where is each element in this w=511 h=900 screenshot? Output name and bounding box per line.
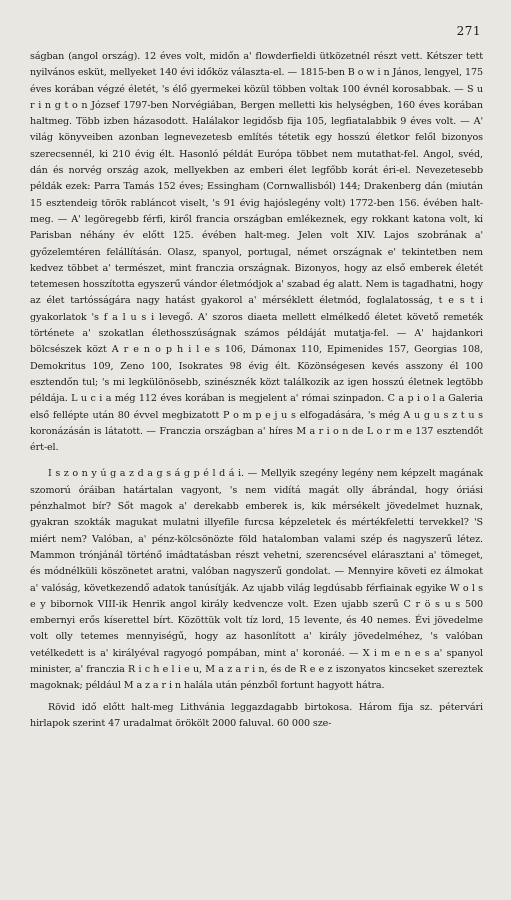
paragraph-lithuania: Rövid idő előtt halt-meg Lithvánia leggazdagabb birtokosa. Három fija sz. pétervári hirlapok szerint 47 uradalmat örökölt 2000 faluval. 60 000 sze- [30,701,483,729]
page-number: 271 [456,24,481,38]
paragraph-wealth: I s z o n y ú g a z d a g s á g p é l d á i. — Mellyik szegény legény nem képzelt magának szomorú óráiban határtalan vagyont, 's nem vidítá magát olly ábrándal, hogy óriási pénzhalmot bír? Sőt magok a' derekabb emberek is, kik mérsékelt jövedelmet huznak, gyakran szokták magukat mulatni illyefile furcsa képzeletek és mértékfeletti tervekkel? 'S miért nem? Valóban, a' pénz-kölcsönözte föld hatalomban valami szép és nagyszerű létez. Mammon trónjánál történő imádtatásban részt vehetni, szerencsével elárasztani a' tömeget, és módnélküli köszönetet aratni, valóban nagyszerű gondolat. — Mennyire követi ez álmokat a' valóság, következendő adatok tanúsítják. Az ujabb világ legdúsabb férfiainak egyike W o l s e y bibornok VIII-ik Henrik angol király kedvencze volt. Ezen ujabb szerű C r ö s u s 500 embernyi erős kíserettel bírt. Közöttük volt tíz lord, 15 levente, és 40 nemes. Évi jövedelme volt olly tetemes mennyiségű, hogy az hasonlított a' király jövedelméhez, 's valóban vetélkedett is a' királyéval ragyogó pompában, mint a' koronáé. — X i m e n e s a' spanyol minister, a' franczia R i c h e l i e u, M a z a r i n, és de R e e z iszonyatos kincseket szereztek magoknak; például M a z a r i n halála után pénzből fortunt hagyott hátra. [30,468,483,692]
paragraph-longevity: ságban (angol ország). 12 éves volt, midőn a' flowderfieldi ütközetnél részt vett. Kétszer tett nyilvános esküt, mellyeket 140 évi időköz választa-el. — 1815-ben B o w i n János, lengyel, 175 éves korában végzé életét, 's élő gyermekei közül többen voltak 100 évnél korosabbak. — S u r i n g t o n József 1797-ben Norvégiában, Bergen melletti kis helységben, 160 éves korában haltmeg. Több izben házasodott. Halálakor legidősb fija 105, legfiatalabbik 9 éves volt. — A' világ könyveiben azonban legnevezetesb említés tétetik egy hosszú életkor felől bizonyos szerecsennél, ki 210 évig élt. Hasonló példát Európa többet nem mutathat-fel. Angol, svéd, dán és norvég ország azok, mellyekben az emberi élet legfőbb korát éri-el. Nevezetesebb példák ezek: Parra Tamás 152 éves; Essingham (Cornwallisból) 144; Drakenberg dán (miután 15 esztendeig török rabláncot viselt, 's 91 évig hajóslegény volt) 1772-ben 156. évében halt-meg. — A' legöregebb férfi, kiről francia országban emlékeznek, egy rokkant katona volt, ki Parisban néhány év előtt 125. évében halt-meg. Jelen volt XIV. Lajos szobrának a' győzelemtéren felállításán. Olasz, spanyol, portugal, német országnak e' tekintetben nem kedvez többet a' természet, mint franczia országnak. Bizonyos, hogy az első emberek életét tetemesen hosszította egyszerű vándor életmódjok a' szabad ég alatt. Nem is tagadhatni, hogy az élet tartósságára nagy hatást gyakorol a' mérséklett életmód, foglalatosság, t e s t i gyakorlatok 's f a l u s i levegő. A' szoros diaeta mellett elmélkedő életet követő remeték története a' szokatlan élethosszúságnak számos példáját mutatja-fel. — A' hajdankori bölcsészek közt A r e n o p h i l e s 106, Dámonax 110, Epimenides 157, Georgias 108, Demokritus 109, Zeno 100, Isokrates 98 évig élt. Közönségesen kevés asszony él 100 esztendőn tul; 's mi legkülönösebb, szinésznék közt találkozik az igen hosszú életnek legtöbb példája. L u c i a még 112 éves korában is megjelent a' római szinpadon. C a p i o l a Galeria első fellépte után 80 évvel megbizatott P o m p e j u s elfogadására, 's még A u g u s z t u s koronázásán is látatott. — Franczia országban a' híres M a r i o n de L o r m e 137 esztendőt ért-el. [30,51,483,454]
page-body [30,49,483,732]
